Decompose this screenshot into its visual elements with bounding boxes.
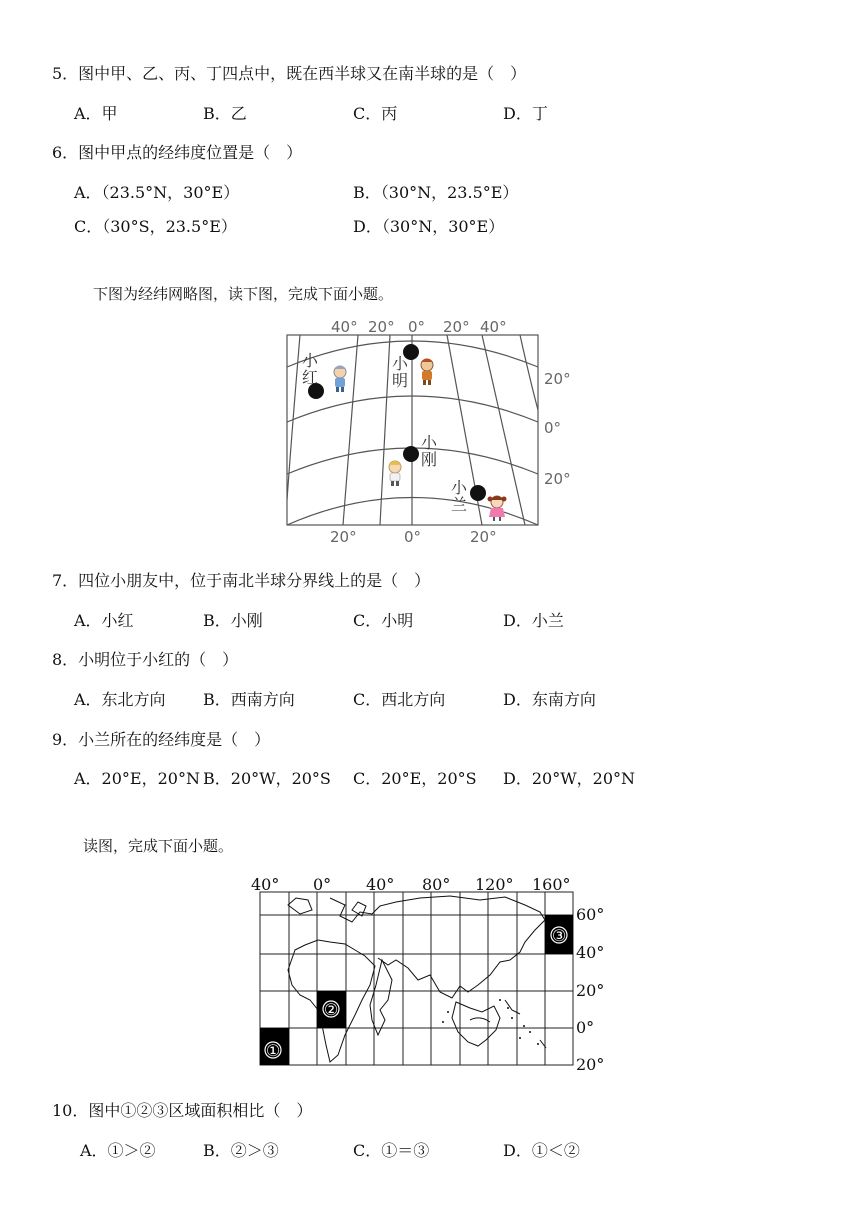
map1-right-tick: 0°: [544, 419, 562, 437]
region-2-label: ②: [323, 1000, 339, 1019]
map1-bottom-tick: 20°: [330, 528, 357, 546]
q6-option-b[interactable]: B．（30°N，23.5°E）: [353, 183, 519, 202]
boy-figure-icon: [334, 366, 346, 393]
q7-option-c[interactable]: C．小明: [353, 611, 414, 630]
map1-bottom-tick: 0°: [404, 528, 422, 546]
map2-right-tick: 20°: [576, 1055, 605, 1074]
map1-top-tick: 0°: [408, 318, 426, 336]
intro-map2: 读图，完成下面小题。: [83, 837, 234, 855]
map1-meridian-60e: [520, 335, 538, 410]
map1-right-tick: 20°: [544, 470, 571, 488]
map1-top-tick: 20°: [368, 318, 395, 336]
girl-figure-icon: [389, 461, 401, 486]
q5-option-d[interactable]: D．丁: [503, 104, 548, 123]
xiaolan-label: 小兰: [451, 478, 468, 514]
q10-option-d[interactable]: D．①＜②: [503, 1141, 580, 1160]
map2-top-tick: 160°: [532, 875, 571, 894]
boy-figure-icon: [421, 359, 433, 386]
xiaolan-point: [470, 485, 486, 501]
q8-option-b[interactable]: B．西南方向: [203, 690, 295, 709]
question-8-stem: 8．小明位于小红的（ ）: [52, 650, 239, 669]
xiaogang-point: [403, 446, 419, 462]
q10-option-b[interactable]: B．②＞③: [203, 1141, 279, 1160]
region-3-label: ③: [551, 926, 567, 945]
map1-top-tick: 20°: [443, 318, 470, 336]
map2-right-tick: 40°: [576, 943, 605, 962]
map1-meridian-20w: [380, 335, 390, 525]
q7-option-d[interactable]: D．小兰: [503, 611, 564, 630]
q6-option-d[interactable]: D．（30°N，30°E）: [353, 217, 505, 236]
map1-top-tick: 40°: [480, 318, 507, 336]
q7-option-b[interactable]: B．小刚: [203, 611, 263, 630]
q5-option-b[interactable]: B．乙: [203, 104, 247, 123]
map1-meridian-40e: [482, 335, 525, 525]
q9-option-c[interactable]: C．20°E，20°S: [353, 769, 477, 788]
map2-top-tick: 0°: [313, 875, 332, 894]
q5-option-a[interactable]: A．甲: [74, 104, 118, 123]
q9-option-a[interactable]: A．20°E，20°N: [74, 769, 200, 788]
question-9-stem: 9．小兰所在的经纬度是（ ）: [52, 730, 271, 749]
map2-right-tick: 60°: [576, 905, 605, 924]
region-1-label: ①: [265, 1041, 281, 1060]
q8-option-c[interactable]: C．西北方向: [353, 690, 446, 709]
map2-top-tick: 40°: [366, 875, 395, 894]
map2-top-tick: 40°: [251, 875, 280, 894]
intro-map1: 下图为经纬网略图，读下图，完成下面小题。: [93, 285, 394, 303]
q6-option-c[interactable]: C．（30°S，23.5°E）: [74, 217, 237, 236]
world-grid-map-2: [240, 868, 620, 1078]
q5-option-c[interactable]: C．丙: [353, 104, 398, 123]
q7-option-a[interactable]: A．小红: [74, 611, 134, 630]
map1-right-tick: 20°: [544, 370, 571, 388]
map2-right-tick: 0°: [576, 1018, 595, 1037]
q8-option-d[interactable]: D．东南方向: [503, 690, 596, 709]
question-10-stem: 10．图中①②③区域面积相比（ ）: [52, 1101, 313, 1120]
xiaohong-label: 小红: [302, 351, 319, 387]
question-5-stem: 5．图中甲、乙、丙、丁四点中，既在西半球又在南半球的是（ ）: [52, 64, 527, 83]
question-7-stem: 7．四位小朋友中，位于南北半球分界线上的是（ ）: [52, 571, 431, 590]
q10-option-c[interactable]: C．①＝③: [353, 1141, 430, 1160]
map1-bottom-tick: 20°: [470, 528, 497, 546]
q9-option-b[interactable]: B．20°W，20°S: [203, 769, 331, 788]
map2-right-tick: 20°: [576, 981, 605, 1000]
xiaoming-label: 小明: [392, 354, 409, 390]
q9-option-d[interactable]: D．20°W，20°N: [503, 769, 635, 788]
q6-option-a[interactable]: A．（23.5°N，30°E）: [74, 183, 240, 202]
q8-option-a[interactable]: A．东北方向: [74, 690, 166, 709]
q10-option-a[interactable]: A．①＞②: [80, 1141, 156, 1160]
question-6-stem: 6．图中甲点的经纬度位置是（ ）: [52, 143, 303, 162]
map1-top-tick: 40°: [331, 318, 358, 336]
map2-top-tick: 80°: [422, 875, 451, 894]
map2-top-tick: 120°: [475, 875, 514, 894]
xiaogang-label: 小刚: [421, 433, 438, 469]
graticule-map-1: [270, 312, 580, 552]
map1-meridian-40w: [343, 335, 358, 525]
